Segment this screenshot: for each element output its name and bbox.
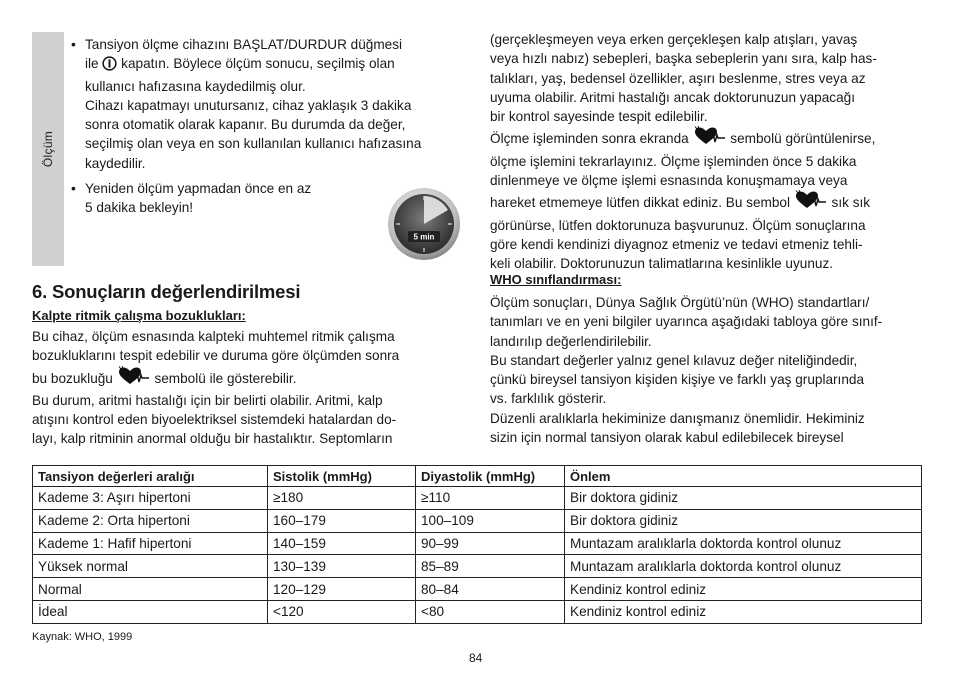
table-cell: 160–179 (268, 509, 416, 532)
bullet-dot: • (71, 36, 76, 52)
table-cell: ≥180 (268, 487, 416, 510)
table-cell: 120–129 (268, 578, 416, 601)
irregular-heartbeat-icon (117, 366, 151, 391)
table-cell: Kendiniz kontrol ediniz (565, 600, 922, 623)
table-cell: Yüksek normal (33, 555, 268, 578)
table-cell: <120 (268, 600, 416, 623)
power-button-icon (102, 56, 117, 76)
table-header-cell: Sistolik (mmHg) (268, 466, 416, 487)
table-cell: Bir doktora gidiniz (565, 487, 922, 510)
bullet-dot: • (71, 180, 76, 196)
who-classification-table (32, 465, 922, 624)
section-heading: 6. Sonuçların değerlendirilmesi (32, 281, 301, 302)
subheading-arrhythmia: Kalpte ritmik çalışma bozuklukları: (32, 308, 246, 323)
table-header-cell: Önlem (565, 466, 922, 487)
table-cell: 140–159 (268, 532, 416, 555)
table-cell: 130–139 (268, 555, 416, 578)
table-row (33, 578, 922, 601)
irregular-heartbeat-icon (794, 190, 828, 215)
table-row (33, 600, 922, 623)
table-row (33, 509, 922, 532)
table-header-cell: Tansiyon değerleri aralığı (33, 466, 268, 487)
table-cell: Normal (33, 578, 268, 601)
right-column-text: (gerçekleşmeyen veya erken gerçekleşen kalp atışları, yavaş veya hızlı nabız) sebepleri, başka sebeplerin yanı sıra, kalp has- talıkları, yaş, bedensel özellikler, aşırı beslenme, stres veya az uyuma olabilir. Aritmi hastalığı ancak doktorunuzun yapacağı bir kontrol sayesinde tespit edilebilir. Ölçme işleminden sonra ekranda sembolü görüntülenirse, ölçme işlemini tekrarlayınız. Ölçme işleminden önce 5 dakika dinlenmeye ve ölçme işlemi esnasında konuşmamaya veya hareket etmemeye lütfen dikkat ediniz. Bu sembol sık sık görünürse, lütfen doktorunuza başvurunuz. Ölçüm sonuçlarına göre kendi kendinizi diyagnoz etmeniz ve tedavi etmeniz tehli- keli olabilir. Doktorunuzun talimatlarına kesinlikle uyunuz. (490, 32, 877, 272)
table-cell: 100–109 (416, 509, 565, 532)
table-cell: 90–99 (416, 532, 565, 555)
table-cell: Kademe 2: Orta hipertoni (33, 509, 268, 532)
table-cell: Kendiniz kontrol ediniz (565, 578, 922, 601)
table-cell: Kademe 1: Hafif hipertoni (33, 532, 268, 555)
table-cell: Kademe 3: Aşırı hipertoni (33, 487, 268, 510)
table-cell: <80 (416, 600, 565, 623)
timer-label: 5 min (413, 232, 435, 242)
table-row (33, 555, 922, 578)
table-row (33, 487, 922, 510)
table-cell: Muntazam aralıklarla doktorda kontrol olunuz (565, 555, 922, 578)
table-header-cell: Diyastolik (mmHg) (416, 466, 565, 487)
page-number: 84 (469, 651, 483, 665)
who-heading: WHO sınıflandırması: (490, 272, 622, 287)
side-tab-label: Ölçüm (41, 130, 56, 168)
table-cell: Bir doktora gidiniz (565, 509, 922, 532)
table-cell: İdeal (33, 600, 268, 623)
timer-5-min-icon (386, 186, 462, 262)
table-row (33, 532, 922, 555)
table-cell: 80–84 (416, 578, 565, 601)
source-note: Kaynak: WHO, 1999 (32, 631, 133, 643)
arrhythmia-paragraph: Bu cihaz, ölçüm esnasında kalpteki muhtemel ritmik çalışma bozukluklarını tespit edebilir ve duruma göre ölçümden sonra bu bozukluğu sembolü ile gösterebilir. Bu durum, aritmi hastalığı için bir belirti olabilir. Aritmi, kalp atışını kontrol eden biyoelektriksel sistemdeki hatalardan do- layı, kalp ritminin anormal olduğu bir hastalıktır. Septomların (32, 329, 400, 447)
table-cell: ≥110 (416, 487, 565, 510)
who-paragraph: Ölçüm sonuçları, Dünya Sağlık Örgütü’nün (WHO) standartları/ tanımları ve en yeni bilgiler uyarınca aşağıdaki tabloya göre sınıf- landırılıp değerlendirilebilir. Bu standart değerler yalnız genel kılavuz değer niteliğindedir, çünkü bireysel tansiyon kişiden kişiye ve farklı yaş gruplarında vs. farklılık gösterir. Düzenli aralıklarla hekiminize danışmanız önemlidir. Hekiminiz sizin için normal tansiyon olarak kabul edilebilecek bireysel (490, 295, 883, 446)
table-cell: Muntazam aralıklarla doktorda kontrol olunuz (565, 532, 922, 555)
section-side-tab (32, 32, 64, 266)
bullet-2-text: Yeniden ölçüm yapmadan önce en az 5 dakika bekleyin! (85, 181, 312, 216)
table-header-row (33, 466, 922, 487)
irregular-heartbeat-icon (693, 126, 727, 151)
table-cell: 85–89 (416, 555, 565, 578)
bullet-1-text: Tansiyon ölçme cihazını BAŞLAT/DURDUR düğmesi ile kapatın. Böylece ölçüm sonucu, seçilmiş olan kullanıcı hafızasına kaydedilmiş olur. Cihazı kapatmayı unutursanız, cihaz yaklaşık 3 dakika sonra otomatik olarak kapanır. Bu durumda da değer, seçilmiş olan veya en son kullanılan kullanıcı hafızasına kaydedilir. (85, 37, 422, 171)
